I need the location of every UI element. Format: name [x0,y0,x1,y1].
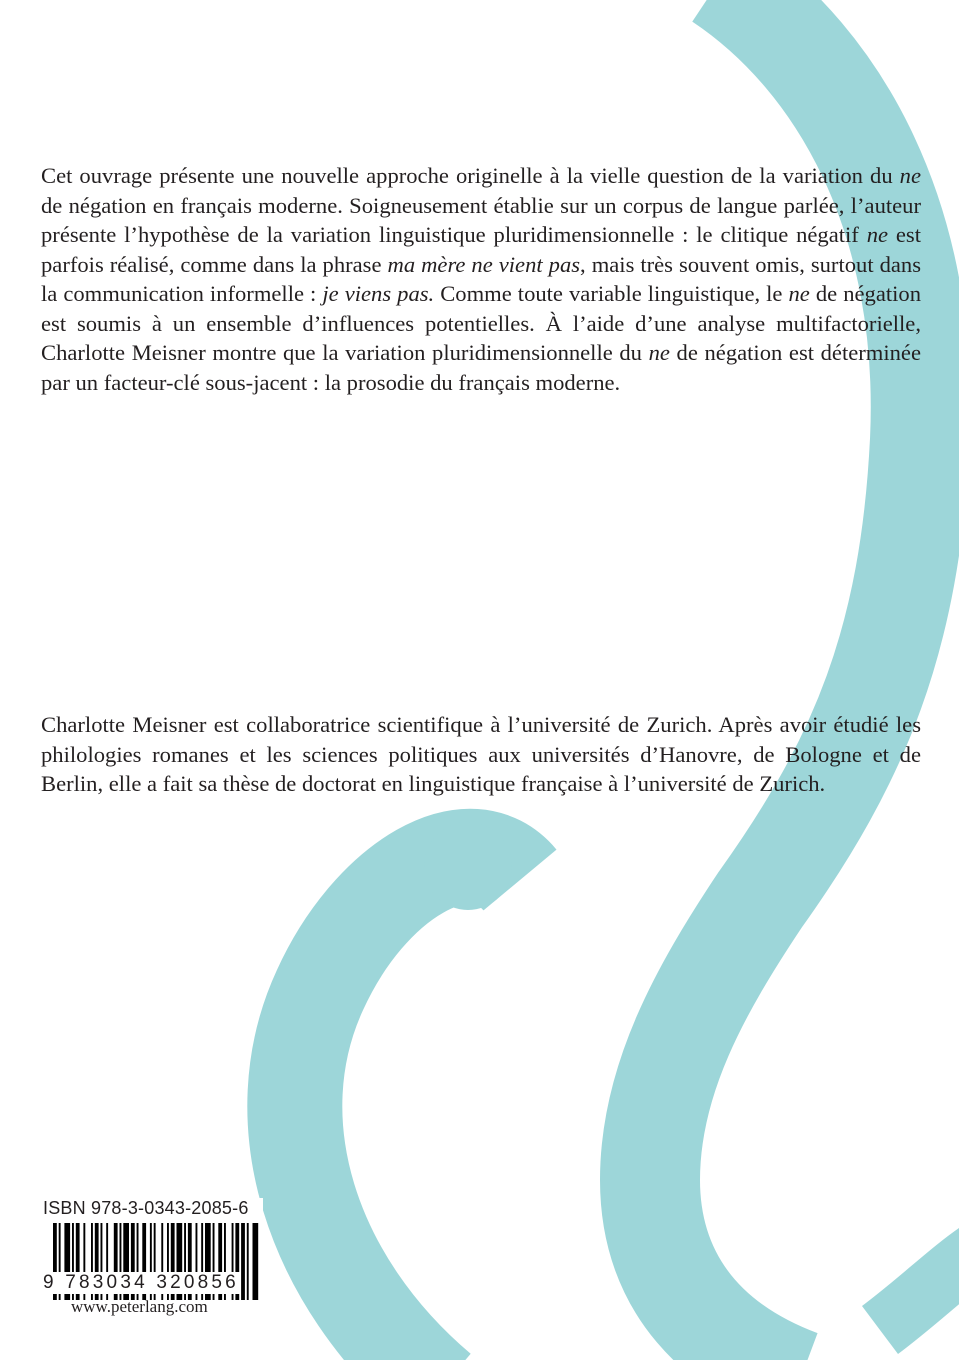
description-italic-ne: ne [648,340,670,365]
description-text: , mais très souvent omis, surtout dans la communication informelle : [41,251,921,306]
publisher-website: www.peterlang.com [71,1297,208,1316]
description-italic-ne: ne [866,222,889,247]
book-description [41,161,921,397]
description-text: de négation est soumis à un ensemble d’influences potentielles. À l’aide d’une analyse multifactorielle, Charlotte Meisner montre que la variation pluridimensionnelle du [41,281,921,365]
author-bio-text: Charlotte Meisner est collaboratrice scientifique à l’université de Zurich. Après avoir étudié les philologies romanes et les sciences politiques aux universités d’Hanovre, de Bologne et de Berlin, elle a fait sa thèse de doctorat en linguistique française à l’université de Zurich. [41,712,921,796]
barcode-digits: 9 783034 320856 [43,1272,239,1293]
barcode-bar [241,1223,245,1300]
description-text: est parfois réalisé, comme dans la phrase [41,222,922,277]
isbn-barcode-block [41,1198,263,1348]
description-italic-ne: ne [899,163,921,188]
description-text: Cet ouvrage présente une nouvelle approche originelle à la vielle question de la variation du [41,163,900,188]
description-italic-example: je viens pas. [322,281,435,306]
description-text: de négation est déterminée par un facteur-clé sous-jacent : la prosodie du français moderne. [41,340,921,395]
ampersand-tail-stroke [880,1250,959,1330]
description-text: de négation en français moderne. Soigneusement établie sur un corpus de langue parlée, l’auteur présente l’hypothèse de la variation linguistique pluridimensionnelle : le clitique négatif [41,192,921,247]
barcode-bar [253,1223,259,1300]
barcode-bar [247,1223,249,1300]
isbn-label: ISBN 978-3-0343-2085-6 [43,1198,249,1218]
ampersand-terminal [424,822,512,910]
description-italic-ne: ne [788,281,810,306]
author-biography [41,710,921,799]
description-text: Comme toute variable linguistique, le [434,281,789,306]
ampersand-lower-stroke [295,856,520,1360]
description-paragraph [41,161,921,397]
description-italic-example: ma mère ne vient pas [387,251,581,277]
